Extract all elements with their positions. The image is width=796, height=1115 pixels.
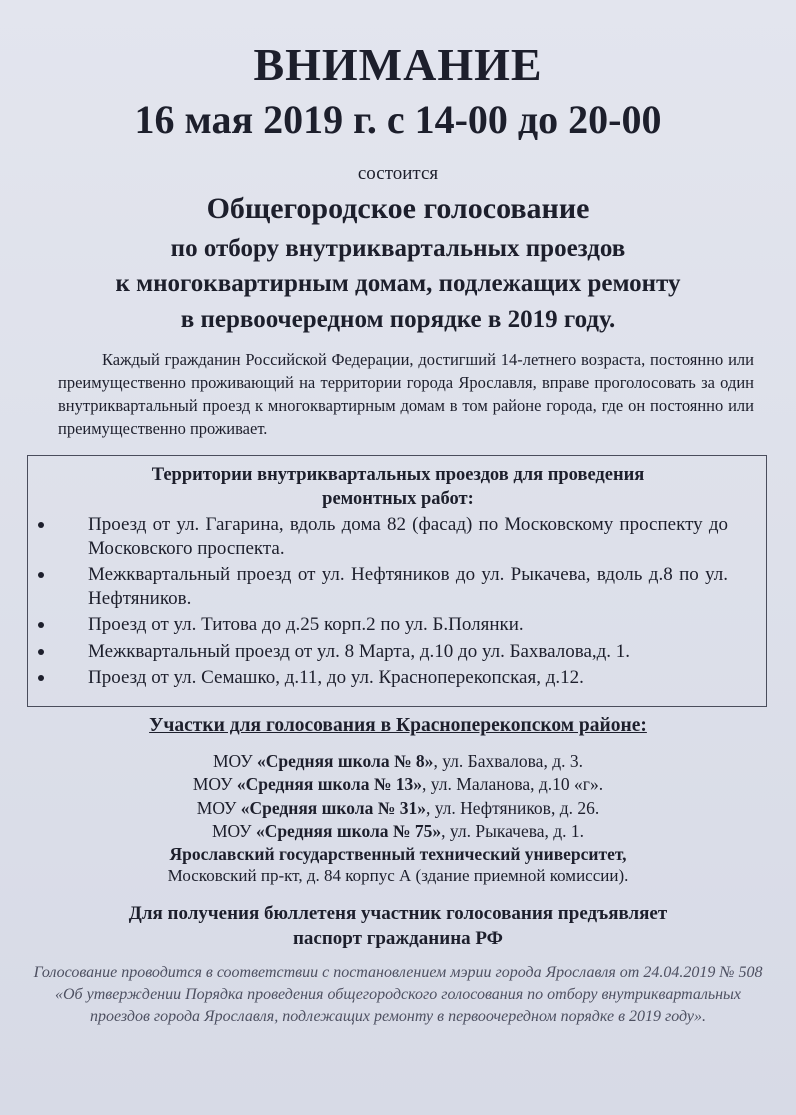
site-prefix: МОУ: [211, 821, 256, 841]
territories-box: [27, 455, 767, 707]
event-subtitle-line: в первоочередном порядке в 2019 году.: [180, 306, 616, 333]
ballot-note-line: паспорт гражданина РФ: [292, 928, 503, 949]
voting-site: [0, 750, 796, 772]
event-date: 16 мая 2019 г. с 14-00 до 20-00: [134, 97, 662, 142]
territory-text: Проезд от ул. Гагарина, вдоль дома 82 (фасад) по Московскому проспекту до Московского проспекта.: [88, 514, 728, 559]
site-name: «Средняя школа № 31»: [240, 798, 426, 818]
site-prefix: МОУ: [196, 798, 241, 818]
site-name: «Средняя школа № 75»: [255, 821, 442, 841]
territories-list: [28, 513, 768, 693]
voting-site: [0, 797, 796, 819]
event-subtitle-line: по отбору внутриквартальных проездов: [170, 235, 626, 262]
territory-text: Проезд от ул. Семашко, д.11, до ул. Красноперекопская, д.12.: [88, 667, 584, 688]
list-item: [28, 563, 768, 610]
university-address: Московский пр-кт, д. 84 корпус А (здание приемной комиссии).: [167, 866, 629, 885]
site-address: , ул. Нефтяников, д. 26.: [425, 798, 600, 818]
list-item: [28, 613, 768, 637]
voting-sites-heading: Участки для голосования в Красноперекопском районе:: [149, 715, 647, 736]
voting-site: [0, 773, 796, 795]
bullet-icon: [38, 622, 44, 628]
territories-heading-line: Территории внутриквартальных проездов для проведения: [151, 465, 645, 485]
university-name: Ярославский государственный технический университет,: [169, 844, 627, 864]
site-address: , ул. Бахвалова, д. 3.: [433, 751, 583, 771]
site-name: «Средняя школа № 13»: [236, 774, 423, 794]
legal-note: Голосование проводится в соответствии с постановлением мэрии города Ярославля от 24.04.2019 № 508 «Об утверждении Порядка проведения общегородского голосования по отбору внутриквартальных проездов города Ярославля, подлежащих ремонту в первоочередном порядке в 2019 году».: [33, 964, 763, 1025]
ballot-note-line: Для получения бюллетеня участник голосования предъявляет: [128, 903, 668, 924]
site-prefix: МОУ: [213, 751, 257, 771]
bullet-icon: [38, 572, 44, 578]
intro-paragraph: Каждый гражданин Российской Федерации, достигший 14-летнего возраста, постоянно или преимущественно проживающий на территории города Ярославля, вправе проголосовать за один внутриквартальный проезд к многоквартирным домам в том районе города, где он постоянно или преимущественно проживает.: [58, 350, 754, 438]
territories-heading-line: ремонтных работ:: [322, 489, 474, 509]
occurs-label: состоится: [357, 163, 439, 184]
bullet-icon: [38, 649, 44, 655]
site-prefix: МОУ: [192, 774, 237, 794]
event-title: Общегородское голосование: [206, 192, 590, 225]
site-name: «Средняя школа № 8»: [256, 751, 434, 771]
list-item: [28, 513, 768, 560]
site-address: , ул. Маланова, д.10 «г».: [422, 774, 604, 794]
event-subtitle-line: к многоквартирным домам, подлежащих ремонту: [115, 270, 681, 297]
list-item: [28, 640, 768, 664]
notice-title: ВНИМАНИЕ: [253, 39, 543, 90]
voting-site: [0, 820, 796, 842]
territory-text: Проезд от ул. Титова до д.25 корп.2 по ул. Б.Полянки.: [88, 614, 524, 635]
territory-text: Межквартальный проезд от ул. 8 Марта, д.10 до ул. Бахвалова,д. 1.: [88, 640, 631, 662]
bullet-icon: [38, 675, 44, 681]
territory-text: Межквартальный проезд от ул. Нефтяников до ул. Рыкачева, вдоль д.8 по ул. Нефтяников.: [88, 564, 728, 609]
list-item: [28, 666, 768, 690]
territories-heading: [28, 463, 768, 511]
bullet-icon: [38, 522, 44, 528]
site-address: , ул. Рыкачева, д. 1.: [441, 821, 585, 841]
